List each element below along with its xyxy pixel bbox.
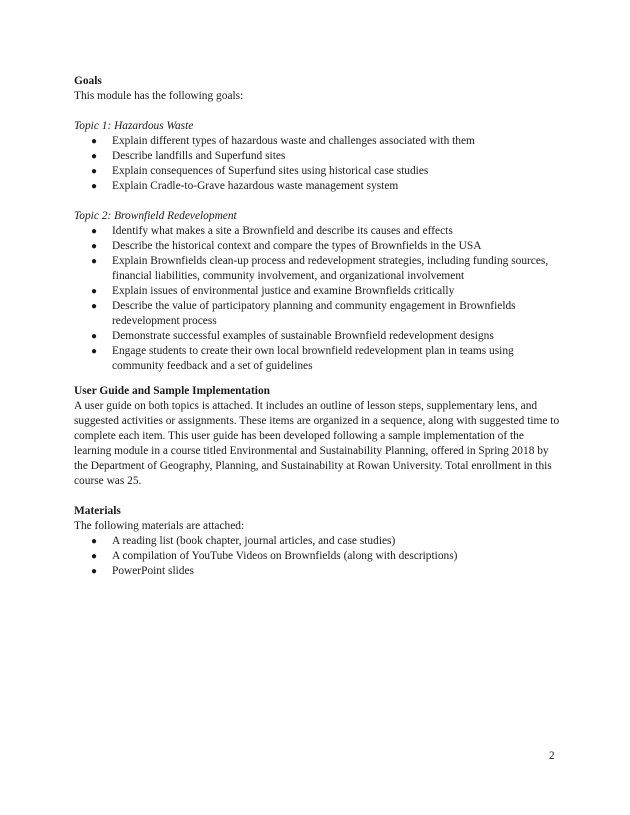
list-item: ● Describe landfills and Superfund sites	[91, 150, 286, 162]
topic-1-title: Topic 1: Hazardous Waste	[74, 120, 194, 132]
list-item: ● Explain consequences of Superfund sites using historical case studies	[91, 165, 429, 177]
goals-intro: This module has the following goals:	[74, 90, 244, 102]
list-item: ● Describe the value of participatory planning and community engagement in Brownfields redevelopment process	[91, 300, 516, 327]
list-item: ● Explain different types of hazardous waste and challenges associated with them	[91, 135, 475, 147]
list-item: ● Explain issues of environmental justice and examine Brownfields critically	[91, 285, 455, 297]
materials-list	[74, 534, 564, 579]
user-guide-heading: User Guide and Sample Implementation	[74, 385, 270, 397]
topic-2-title: Topic 2: Brownfield Redevelopment	[74, 210, 237, 222]
topic-2-list	[74, 224, 564, 374]
bullet-icon: ●	[91, 536, 98, 547]
list-item: ● PowerPoint slides	[91, 565, 194, 577]
bullet-icon: ●	[91, 226, 98, 237]
goals-heading: Goals	[74, 75, 102, 87]
user-guide-body: A user guide on both topics is attached. It includes an outline of lesson steps, supplementary lens, and suggested activities or assignments. These items are organized in a sequence, along with suggested time to complete each item. This user guide has been developed following a sample implementation of the learning module in a course titled Environmental and Sustainability Planning, offered in Spring 2018 by the Department of Geography, Planning, and Sustainability at Rowan University. Total enrollment in this course was 25.	[74, 400, 560, 487]
materials-intro: The following materials are attached:	[74, 520, 245, 532]
topic-1-list	[74, 134, 564, 194]
bullet-icon: ●	[91, 331, 98, 342]
bullet-icon: ●	[91, 566, 98, 577]
bullet-icon: ●	[91, 136, 98, 147]
bullet-icon: ●	[91, 301, 98, 312]
bullet-icon: ●	[91, 551, 98, 562]
materials-heading: Materials	[74, 505, 121, 517]
bullet-icon: ●	[91, 151, 98, 162]
list-item: ● Explain Brownfields clean-up process and redevelopment strategies, including funding sources, financial liabilities, community involvement, and organizational involvement	[91, 255, 549, 282]
bullet-icon: ●	[91, 286, 98, 297]
bullet-icon: ●	[91, 241, 98, 252]
bullet-icon: ●	[91, 181, 98, 192]
page-number: 2	[549, 750, 555, 762]
document-page	[74, 74, 564, 579]
bullet-icon: ●	[91, 166, 98, 177]
list-item: ● Describe the historical context and compare the types of Brownfields in the USA	[91, 240, 482, 252]
bullet-icon: ●	[91, 346, 98, 357]
list-item: ● Engage students to create their own local brownfield redevelopment plan in teams using community feedback and a set of guidelines	[91, 345, 514, 372]
bullet-icon: ●	[91, 256, 98, 267]
list-item: ● A compilation of YouTube Videos on Brownfields (along with descriptions)	[91, 550, 458, 562]
list-item: ● Demonstrate successful examples of sustainable Brownfield redevelopment designs	[91, 330, 494, 342]
list-item: ● A reading list (book chapter, journal articles, and case studies)	[91, 535, 396, 547]
list-item: ● Explain Cradle-to-Grave hazardous waste management system	[91, 180, 399, 192]
list-item: ● Identify what makes a site a Brownfield and describe its causes and effects	[91, 225, 453, 237]
